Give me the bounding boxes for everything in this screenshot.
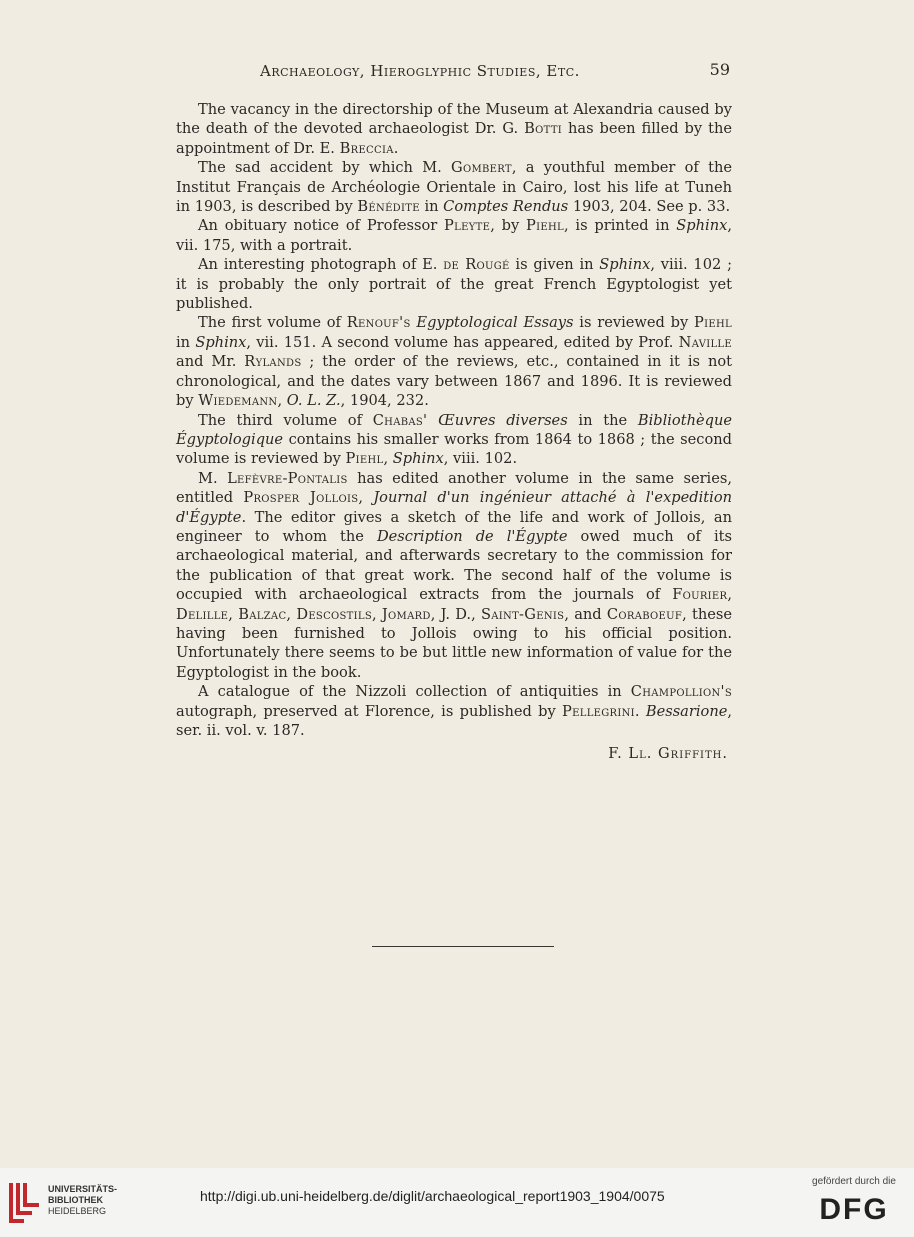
text-run: , ser. ii. vol. v. 187. [176,702,732,739]
paragraph [176,255,732,313]
text-run: has been filled by the appointment of Dr. E. [176,120,732,157]
name-small-caps: Breccia [339,139,394,157]
name-small-caps: de Rougé [443,256,510,274]
name-small-caps: Botti [524,120,563,138]
text-run: is reviewed by [573,314,695,332]
name-small-caps: Descostils [296,605,372,623]
italic-title: Sphinx [599,256,651,274]
text-run: . [393,139,399,157]
italic-title: Journal d'un ingénieur attaché à l'expedition d'Égypte [176,489,733,526]
italic-title: Sphinx [392,450,444,468]
italic-title: Sphinx [195,333,247,351]
text-run: in [419,198,444,216]
logo-line: UNIVERSITÄTS- [48,1184,118,1194]
name-small-caps: Bénédite [357,198,420,216]
sponsor-caption: gefördert durch die [812,1176,896,1187]
italic-title: Œuvres diverses [438,411,568,429]
name-small-caps: Naville [678,333,732,351]
section-divider [372,946,554,947]
italic-title: Bessarione [645,702,728,720]
italic-title: Comptes Rendus [443,198,569,216]
text-run: and Mr. [176,353,245,371]
name-small-caps: Pleyte [444,217,491,235]
text-run: in [176,333,196,351]
italic-title: Description de l'Égypte [376,527,568,545]
name-small-caps: Renouf's [346,314,411,332]
dfg-wordmark: DFG [819,1193,889,1226]
text-run: , [228,605,239,623]
author-signature: F. Ll. Griffith. [608,745,728,763]
text-run [427,412,438,429]
text-run: 1903, 204. See p. 33. [568,198,731,216]
name-small-caps: Chabas' [372,411,428,429]
text-run: , [286,605,297,623]
text-run: ; the order of the reviews, etc., contained in it is not chronological, and the dates vary between 1867 and 1896. It is reviewed by [176,353,732,410]
text-run: autograph, preserved at Florence, is published by [176,702,563,720]
paragraph [176,411,732,469]
name-small-caps: Prosper Jollois [243,489,359,507]
text-run: , vii. 175, with a portrait. [176,217,732,254]
paragraph [176,158,732,216]
page-header [180,60,730,84]
text-run: , [371,605,382,623]
text-run: The first volume of [198,314,347,332]
text-run: An obituary notice of Professor [198,217,445,235]
text-run: , [727,586,732,604]
text-run: The vacancy in the directorship of the Museum at Alexandria caused by the death of the devoted archaeologist Dr. G. [176,101,732,138]
name-small-caps: Champollion's [630,683,732,701]
permalink-url[interactable]: http://digi.ub.uni-heidelberg.de/diglit/archaeological_report1903_1904/0075 [200,1188,665,1204]
article-body [176,100,732,764]
name-small-caps: Jomard [381,605,431,623]
page-number: 59 [709,60,730,79]
digitization-footer [0,1168,914,1237]
text-run: , is printed in [563,217,677,235]
text-run: The sad accident by which M. [198,159,452,177]
text-run: , a youthful member of the Institut Français de Archéologie Orientale in Cairo, lost his life at Tuneh in 1903, is described by [176,159,732,216]
text-run: has edited another volume in the same series, entitled [176,469,732,507]
text-run: , and [564,605,607,623]
text-run: , viii. 102. [443,450,518,468]
text-run: M. [198,469,228,487]
name-small-caps: Lefèvre-Pontalis [227,469,348,487]
name-small-caps: Pellegrini [562,702,635,720]
name-small-caps: Coraboeuf [606,605,683,623]
text-run: in the [567,411,638,429]
dfg-sponsor-logo[interactable] [804,1176,904,1230]
text-run: An interesting photograph of E. [198,256,444,274]
italic-title: O. L. Z. [286,392,341,410]
text-run: , viii. 102 ; it is probably the only portrait of the great French Egyptologist yet published. [176,256,732,313]
text-run: , [383,450,393,468]
text-run: owed much of its archaeological material, and afterwards secretary to the commission for the publication of that great work. The second half of the volume is occupied with archaeological extracts from the journals of [176,527,732,604]
text-run: is given in [509,256,600,274]
name-small-caps: Piehl [694,314,732,332]
paragraph [176,313,732,410]
paragraph [176,469,732,682]
text-run: A catalogue of the Nizzoli collection of antiquities in [198,683,631,701]
text-run: , 1904, 232. [340,392,429,410]
name-small-caps: Wiedemann [198,392,278,410]
text-run: , J. D., [430,605,481,623]
name-small-caps: Fourier [672,586,728,604]
text-run: The third volume of [198,411,373,429]
text-run: , these having been furnished to Jollois owing to his official position. Unfortunately there seems to be but little new information of value for the Egyptologist in the book. [176,605,733,681]
name-small-caps: Gombert [451,159,512,177]
name-small-caps: Rylands [244,353,302,371]
paragraph [176,682,732,740]
text-run: contains his smaller works from 1864 to 1868 ; the second volume is reviewed by [176,430,732,468]
paragraph [176,100,732,158]
running-head: Archaeology, Hieroglyphic Studies, Etc. [260,62,580,80]
text-run: , [277,392,287,410]
logo-line: BIBLIOTHEK [48,1195,103,1205]
text-run: . The editor gives a sketch of the life and work of Jollois, an engineer to whom the [176,508,732,545]
name-small-caps: Piehl [345,450,384,468]
text-run: , by [490,217,527,235]
italic-title: Sphinx [676,217,728,235]
text-run: , [358,489,374,507]
university-library-logo[interactable] [8,1179,158,1225]
name-small-caps: Piehl [526,217,564,235]
text-run: . [634,702,646,720]
italic-title: Egyptological Essays [416,314,574,332]
text-run: , vii. 151. A second volume has appeared, edited by Prof. [246,333,679,351]
library-emblem-icon [8,1179,42,1225]
paragraph [176,216,732,255]
name-small-caps: Delille [176,605,229,623]
logo-line: HEIDELBERG [48,1206,107,1216]
name-small-caps: Saint-Genis [480,605,565,623]
italic-title: Bibliothèque Égyptologique [176,411,732,448]
name-small-caps: Balzac [238,605,287,623]
